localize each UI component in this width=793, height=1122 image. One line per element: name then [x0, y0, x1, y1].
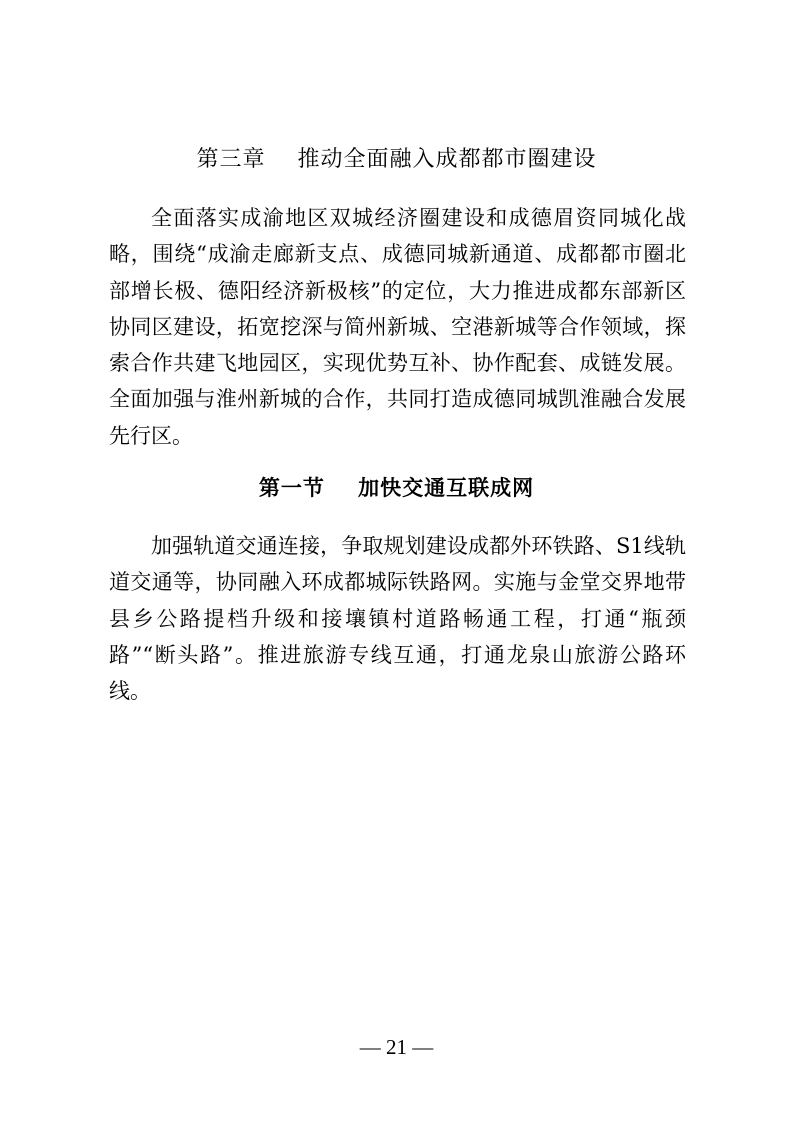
chapter-title: 第三章 推动全面融入成都都市圈建设 — [196, 147, 597, 172]
section-title: 第一节 加快交通互联成网 — [258, 475, 535, 500]
page-number: — 21 — — [359, 1035, 434, 1059]
section-paragraph: 加强轨道交通连接，争取规划建设成都外环铁路、S1线轨道交通等，协同融入环成都城际铁路网。实施与金堂交界地带县乡公路提档升级和接壤镇村道路畅通工程，打通“瓶颈路”“断头路”。推进旅游专线互通，打通龙泉山旅游公路环线。 — [109, 534, 686, 704]
chapter-intro-paragraph: 全面落实成渝地区双城经济圈建设和成德眉资同城化战略，围绕“成渝走廊新支点、成德同城新通道、成都都市圈北部增长极、德阳经济新极核”的定位，大力推进成都东部新区协同区建设，拓宽挖深与简州新城、空港新城等合作领域，探索合作共建飞地园区，实现优势互补、协作配套、成链发展。全面加强与淮州新城的合作，共同打造成德同城凯淮融合发展先行区。 — [109, 206, 686, 448]
